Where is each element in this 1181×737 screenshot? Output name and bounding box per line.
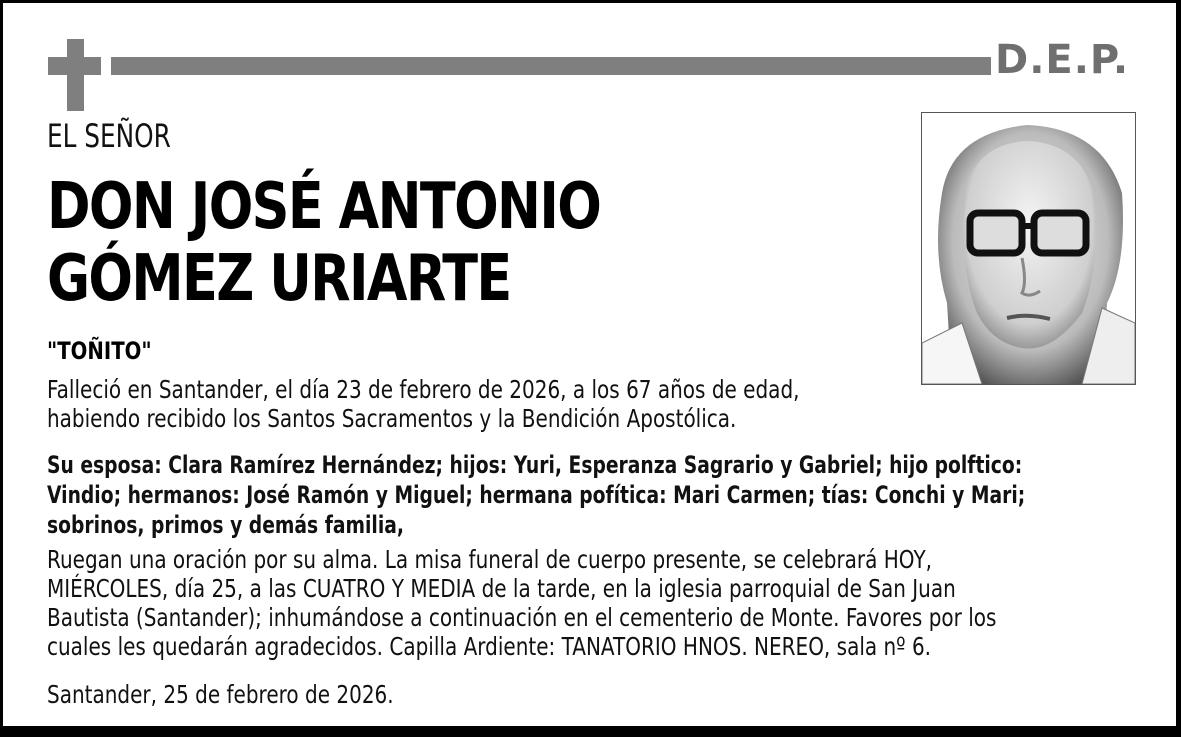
portrait-photo: [921, 112, 1136, 385]
family-paragraph: [47, 450, 1025, 540]
portrait-image: [922, 113, 1135, 384]
dep-label: D.E.P.: [995, 37, 1130, 83]
obituary-page: [3, 3, 1176, 726]
death-notice-paragraph: [47, 375, 800, 433]
text-line: Su esposa: Clara Ramírez Hernández; hijos: Yuri, Esperanza Sagrario y Gabriel; hijo polftico:: [47, 451, 1023, 479]
text-line: habiendo recibido los Santos Sacramentos y la Bendición Apostólica.: [47, 404, 737, 433]
text-line: MIÉRCOLES, día 25, a las CUATRO Y MEDIA de la tarde, en la iglesia parroquial de San Juan: [47, 574, 956, 603]
nickname: "TOÑITO": [47, 337, 152, 365]
place-date: Santander, 25 de febrero de 2026.: [47, 680, 394, 709]
text-line: Ruegan una oración por su alma. La misa funeral de cuerpo presente, se celebrará HOY,: [47, 545, 933, 574]
funeral-paragraph: [47, 545, 996, 661]
text-line: Falleció en Santander, el día 23 de febrero de 2026, a los 67 años de edad,: [47, 375, 800, 404]
cross-icon-horizontal: [48, 57, 101, 75]
honorific-title: EL SEÑOR: [47, 117, 171, 155]
header-rule: [111, 57, 991, 75]
text-line: cuales les quedarán agradecidos. Capilla Ardiente: TANATORIO HNOS. NEREO, sala nº 6.: [47, 632, 932, 661]
cross-icon-vertical: [67, 39, 84, 111]
deceased-name: [47, 171, 600, 315]
text-line: Bautista (Santander); inhumándose a continuación en el cementerio de Monte. Favores por los: [47, 603, 997, 632]
text-line: sobrinos, primos y demás familia,: [47, 511, 404, 539]
name-line-2: GÓMEZ URIARTE: [47, 242, 511, 316]
name-line-1: DON JOSÉ ANTONIO: [47, 170, 601, 244]
text-line: Vindio; hermanos: José Ramón y Miguel; hermana pofítica: Mari Carmen; tías: Conchi y Mari;: [47, 481, 1026, 509]
